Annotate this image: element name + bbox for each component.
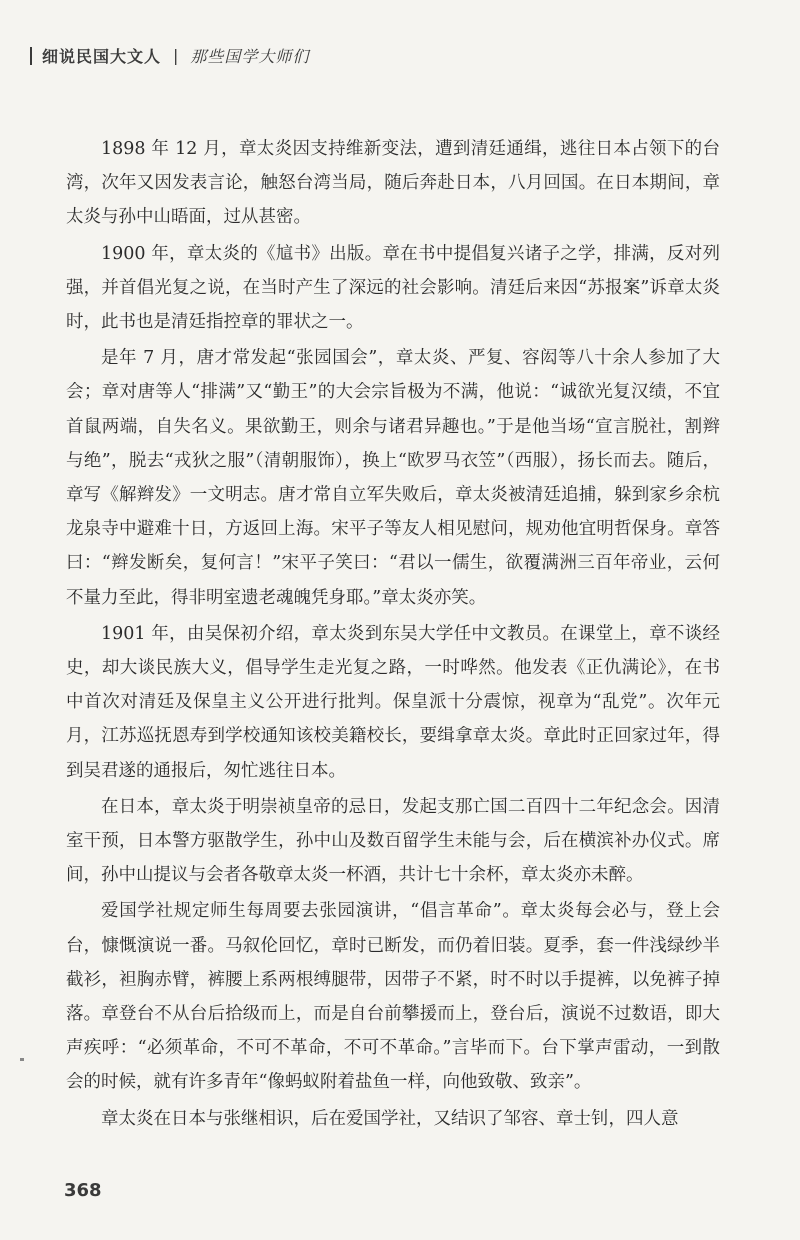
- paragraph-4: 1901 年，由吴保初介绍，章太炎到东吴大学任中文教员。在课堂上，章不谈经史，却大谈民族大义，倡导学生走光复之路，一时哗然。他发表《正仇满论》，在书中首次对清廷及保皇主义公开进行批判。保皇派十分震惊，视章为“乱党”。次年元月，江苏巡抚恩寿到学校通知该校美籍校长，要缉拿章太炎。章此时正回家过年，得到吴君遂的通报后，匆忙逃往日本。: [66, 623, 720, 781]
- paragraph-7: 章太炎在日本与张继相识，后在爱国学社，又结识了邹容、章士钊，四人意: [101, 1108, 679, 1129]
- body-text: [66, 132, 720, 1138]
- paragraph-5: 在日本，章太炎于明崇祯皇帝的忌日，发起支那亡国二百四十二年纪念会。因清室干预，日本警方驱散学生，孙中山及数百留学生未能与会，后在横滨补办仪式。席间，孙中山提议与会者各敬章太炎一杯酒，共计七十余杯，章太炎亦未醉。: [66, 796, 720, 886]
- paragraph-3: 是年 7 月，唐才常发起“张园国会”，章太炎、严复、容闳等八十余人参加了大会；章对唐等人“排满”又“勤王”的大会宗旨极为不满，他说：“诚欲光复汉绩，不宜首鼠两端，自失名义。果欲勤王，则余与诸君异趣也。”于是他当场“宣言脱社，割辫与绝”，脱去“戎狄之服”（清朝服饰），换上“欧罗马衣笠”（西服），扬长而去。随后，章写《解辫发》一文明志。唐才常自立军失败后，章太炎被清廷追捕，躲到家乡余杭龙泉寺中避难十日，方返回上海。宋平子等友人相见慰问，规劝他宜明哲保身。章答曰：“辫发断矣，复何言！”宋平子笑曰：“君以一儒生，欲覆满洲三百年帝业，云何不量力至此，得非明室遗老魂魄凭身耶。”章太炎亦笑。: [66, 348, 720, 608]
- header-separator: |: [173, 46, 179, 65]
- paragraph-6: 爱国学社规定师生每周要去张园演讲，“倡言革命”。章太炎每会必与，登上会台，慷慨演说一番。马叙伦回忆，章时已断发，而仍着旧装。夏季，套一件浅绿纱半截衫，袒胸赤臂，裤腰上系两根缚腿带，因带子不紧，时不时以手提裤，以免裤子掉落。章登台不从台后拾级而上，而是自台前攀援而上，登台后，演说不过数语，即大声疾呼：“必须革命，不可不革命，不可不革命。”言毕而下。台下掌声雷动，一到散会的时候，就有许多青年“像蚂蚁附着盐鱼一样，向他致敬、致亲”。: [66, 901, 720, 1093]
- page-number: 368: [64, 1180, 102, 1201]
- running-header: [30, 44, 309, 67]
- paragraph-1: 1898 年 12 月，章太炎因支持维新变法，遭到清廷通缉，逃往日本占领下的台湾，次年又因发表言论，触怒台湾当局，随后奔赴日本，八月回国。在日本期间，章太炎与孙中山晤面，过从甚密。: [66, 139, 720, 228]
- chapter-title: 那些国学大师们: [190, 47, 310, 66]
- header-bar: [30, 47, 32, 65]
- margin-mark: [20, 1058, 24, 1061]
- book-title: 细说民国大文人: [42, 47, 162, 66]
- paragraph-2: 1900 年，章太炎的《訄书》出版。章在书中提倡复兴诸子之学，排满，反对列强，并首倡光复之说，在当时产生了深远的社会影响。清廷后来因“苏报案”诉章太炎时，此书也是清廷指控章的罪状之一。: [66, 243, 720, 333]
